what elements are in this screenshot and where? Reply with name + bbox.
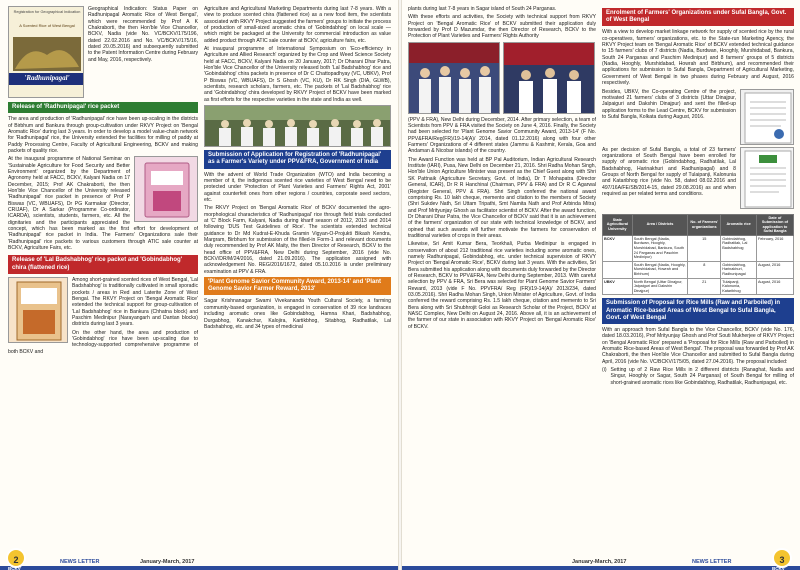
- page-number-badge: 2: [6, 548, 26, 568]
- letter-art: [741, 148, 794, 209]
- amit-kumar-bera-text: Likewise, Sri Amit Kumar Bera, Teorkhali, Purba Medinipur is engaged in conservation of about 212 traditional rice varieties including some aromatic ones, namely Radhunipagal, Gobindabhog, etc. under technical supervision of RKVY Project on 'Bengal Aromatic Rice', BCKV during last 3 years. With the activities, Sri Bera submitted his application along with documents duly forwarded by the Director of Research, BCKV to PPV&FRA, New Delhi during September, 2013. With careful selection by PPV & FRA, Sri Bera was selected for Plant Genome Savior Farmers' Reward, 2013 (vide F No. PPVFRA/ Reg (FR)/19-14(A)/ 2013/234, dated 03.05.2016). Shri Radha Mohan Singh, Union Minister of Agriculture, Govt. of India conferred the reward comprising Rs. 1.5 lakh cheque, citation and memento to Sri Bera along with Sri Shubhrojit Goloi as Research Scholar of the Project, BCKV at NASC Complex, New Delhi on August 24, 2016. Above all, it is an achievement of the farmer of our state in association with RKVY Project on 'Bengal Aromatic Rice' of BCKV.: [408, 241, 596, 330]
- ppvfra-application-banner: Submission of Application for Registration of 'Radhunipagal' as a Farmer's Variety under PPV&FRA, Government of India: [204, 150, 391, 168]
- left-footer: [0, 548, 398, 570]
- th-area: Area / Districts: [632, 214, 688, 235]
- radhunipagal-packet-image: [134, 156, 198, 222]
- cell-area: South Bengal (Nadia, Hooghly, Murshidabad, Howrah and Birbhum): [632, 261, 688, 278]
- cell-rice: Tulaipanji, Kalonunia, Kataribhog: [721, 278, 757, 295]
- page-2: [0, 0, 398, 570]
- cell-date: February, 2016: [756, 235, 793, 261]
- table-row: [603, 278, 794, 295]
- market-linkage-text: With a view to develop market linkage network for supply of scented rice by the rural co-operatives, farmers' organizations, etc. to the State-run Marketing Agency, the RKVY Project team on 'Bengal Aromatic Rice' of BCKV extended technical guidance to 15 farmers' clubs of 7 districts (Nadia, Burdwan, Hooghly, Murshidabad, Bankura, South 24 Parganas and Paschim Medinipur) and 8 farmers' groups of 5 districts (Nadia, Hooghly, Murshidabad, Howrah and Birbhum), and recommended their applications for submission to Sufal Bangla, Department of Agricultural Marketing, Government of West Bengal in two phases during February and August, 2016 respectively.: [602, 29, 794, 87]
- chira-production-text: Agriculture and Agricultural Marketing Departments during last 7-8 years. With a view to produce scented chira (flattened rice) as a new food item, the scientists associated with RKVY Project suggested the farmers' groups to initiate the process of production of small-sized aromatic chira of 'Gobindabhog' on local scale — which might be packaged at the University for commercial introduction as value added product through ATIC sale counter at BCKV, agriculture fairs, etc.: [204, 6, 391, 44]
- table-row: [603, 261, 794, 278]
- award-selection-text: (PPV & FRA), New Delhi during December, 2014. After primary selection, a team of Scientists from PPV & FRA visited the Society on June 4, 2016. Finally, the Society had been selected for 'Plant Genome Savior Community Award, 2013-14' (F No. PPV&FRA/Reg(FR)/19-14(A)/ 2014, dated 01.12.2016) along with four other Farmers' Organizations of 4 different states (Jammu & Kashmir, Kerala, Goa and Andaman & Nicobar islands) of the country.: [408, 116, 596, 155]
- ubkv-clubs-text: Besides, UBKV, the Co-operating Centre of the project, motivated 21 farmers' clubs of 3 districts (Uttar Dinajpur, Jalpaiguri and Dakshin Dinajpur) and sent the filled-up application forms to the Lead Centre, BCKV for submission to Sufal Bangla, Kolkata during August, 2016.: [602, 88, 736, 120]
- footer-newsletter-label: NEWS LETTER: [60, 559, 100, 565]
- page-number-badge: 3: [772, 548, 792, 568]
- cover-title: 'Radhunipagal': [24, 74, 70, 82]
- page-3: [402, 0, 800, 570]
- footer-bar: [0, 566, 398, 570]
- wto-protection-text: With the advent of World Trade Organization (WTO) and India becoming a member of it, the indigenous scented rice varieties of West Bengal need to be protected under 'Protection of Plant Varieties and Farmers' Rights Act, 2001' against counterfeit ones from other regions / countries, corporate seed sectors, etc.: [204, 171, 391, 203]
- award-photo-2-art: [504, 43, 595, 114]
- cell-university: BCKV: [603, 235, 633, 261]
- footer-org: BCKV: [772, 566, 785, 570]
- gi-status-paper-text: Geographical Indication: Status Paper on Radhunipagal Aromatic Rice of West Bengal', which were recommended by Prof A K Chakraborti, the then Hon'ble Vice Chancellor, BCKV, Nadia (vide No. VC/BCKV/175/196, dated 22.02.2016 and No. VC/BCKV/175/16, dated 20.05.2016) and subsequently submitted to the Patent Information Centre during February and May, 2016, respectively.: [88, 6, 198, 63]
- cell-university: [603, 261, 633, 278]
- gobindabhog-area-text: On the other hand, the area and production of 'Gobindabhog' rice have been up-scaling due to technology-supported comprehensive programme of both BCKV and: [8, 329, 198, 355]
- footer-newsletter-label: NEWS LETTER: [692, 559, 732, 565]
- plant-genome-award-banner: 'Plant Genome Savior Community Award, 2013-14' and 'Plant Genome Savior Farmer Reward, 2013': [204, 277, 391, 295]
- cell-count: 8: [688, 261, 721, 278]
- sufal-bangla-letter-image: [740, 147, 794, 209]
- th-count: No. of Farmers' organizations: [688, 214, 721, 235]
- radhunipagal-area-text: The area and production of 'Radhunipagal' rice have been up-scaling in the districts of Birbhum and Bankura through group-cultivation under RKVY Project on 'Bengal Aromatic Rice' during last 3 years. In order to develop a model value-chain network for 'Radhunipagal' rice, the University extended the facilities for milling of paddy at Paddy Processing Centre, Faculty of Agricultural Engineering, BCKV and making packets of quality rice.: [8, 116, 198, 154]
- release-lal-badshabhog-banner: Release of 'Lal Badshabhog' rice packet and 'Gobindabhog' chira (flattened rice): [8, 255, 198, 273]
- cell-area: South Bengal (Nadia, Burdwan, Hooghly, Murshidabad, Bankura, South 24 Parganas and Paschim Medinipur): [632, 235, 688, 261]
- list-item-number: (i): [602, 367, 607, 374]
- cell-rice: Gobindabhog, Radhatilak, Lal Badshabhog: [721, 235, 757, 261]
- footer-org: BCKV: [8, 566, 21, 570]
- seminar-release-text: At the inaugural programme of National Seminar on 'Sustainable Agriculture for Food Security and Better Environment' organized by the Department of Agronomy held at FACC, BCKV, Kalyani Nadia on 17 December, 2015; Prof AK Chakraborti, the then Hon'ble Vice Chancellor of the University released 'Radhunipagal' rice packet in presence of Prof P Biswas (VC, WBUAFS), Dr PG Karmakar (Director, CRIJAF), Dr A Sarkar (Programme Co-ordinator, ICARDA), scientists, students, farmers, etc. All the dignitaries and the participants appreciated the concept, which has been marked as the first effort for development of 'Radhunipagal' rice packet in India. The Farmers' Organizations sale their 'Radhunipagal' rice packets to various customers through ATIC sale counter at BCKV, Agriculture Fairs, etc.: [8, 156, 198, 252]
- cell-date: August, 2016: [756, 261, 793, 278]
- society-application-text: With these efforts and activities, the Society with technical support from RKVY Project on 'Bengal Aromatic Rice' of BCKV submitted their application duly forwarded by Prof D Mazumdar, the then Director of Research, BCKV to the Protection of Plant Varieties and Farmers' Rights Authority: [408, 14, 596, 40]
- th-rice: Aromatic rice: [721, 214, 757, 235]
- release-radhunipagal-banner: Release of 'Radhunipagal' rice packet: [8, 102, 198, 113]
- cell-rice: Gobindabhog, Harinakhuri, Radhunipagal: [721, 261, 757, 278]
- document-art: [741, 90, 794, 145]
- ubkv-document-image: [740, 89, 794, 145]
- rice-packet-art: [135, 157, 198, 222]
- right-col-1: [408, 6, 596, 536]
- lal-badshabhog-text: Among short-grained scented rices of West Bengal, 'Lal Badshabhog' is traditionally cultivated in small sporadic pockets / areas in Red and Laterite Zone of West Bengal. The RKVY Project on 'Bengal Aromatic Rice' extended the technical support for group-cultivation of 'Lal Badshabhog' rice in Bankura (Chhatna block) and Paschim Medinipur (Narayangarh and Dantan blocks) districts during last 3 years.: [72, 276, 198, 328]
- th-date: Date of Submission of application to Sufal Bangla: [756, 214, 793, 235]
- dus-test-text: The RKVY Project on 'Bengal Aromatic Rice' of BCKV documented the agro-morphological characteristics of 'Radhunipagal' rice through field trials conducted at 'C' Block Farm, Kalyani, Nadia during kharif season of 2012, 2013 and 2014 following 'DUS Test Guidelines of Rice'. The scientists extended technical guidance to Dr Md Kudrat-E-Khuda Gramin Vigyan-O-Projukti Bikash Kendra, Margram, Birbhum for submission of the filled-in Form-1 and relevant documents duly recommended by Prof AK Maity, the then Director of Research, BCKV to the head office of PPV&FRA, New Delhi during September, 2016 (vide No. BCKV/DR/M/24/2016, dated 21.09.2016). The application assigned with acknowledgement No. REG/2016/1672, dated 05.10.2016 is under preliminary examination at PPV & FRA.: [204, 205, 391, 275]
- lal-badshabhog-packet-art: [9, 278, 68, 343]
- proposal-list-item: [602, 367, 794, 388]
- th-university: State Agricultural University: [603, 214, 633, 235]
- cell-university: UBKV: [603, 278, 633, 295]
- event-photo-art: [205, 106, 391, 147]
- release-event-photo: [204, 105, 391, 147]
- award-ceremony-art: [409, 43, 500, 114]
- rice-mills-proposal-text: With an approach from Sufal Bangla to the Vice Chancellor, BCKV (vide No. 176, dated 18.03.2016), Prof Mrityunjay Ghosh and Prof Souti Mukherjee of RKVY Project on 'Bengal Aromatic Rice' prepared a 'Proposal for Rice Mills (Raw and Parboiled) in Aromatic Rice-based Areas of West Bengal'. The proposal was forwarded by Prof AK Chakraborti, the then Hon'ble Vice Chancellor and submitted to Sufal Bangla during April, 2016 (vide No. VC/BCKV/175/05, dated 27.04.2016). The proposal included:: [602, 327, 794, 365]
- cover-art: [9, 7, 84, 98]
- enrolled-orgs-text: As per decision of Sufal Bangla, a total of 23 farmers' organizations of South Bengal have been enrolled for supply of aromatic rice (Gobindabhog, Radhatilak, Lal Badshabhog, Harinakhuri and Radhunipagal) and 8 Groups of North Bengal for supply of Tulaipanji, Kalonunia and Kataribhog rice (vide No. 58, dated 08.02.2016 and 497/16A/FE/SB/2014-15, dated 29.08.2016) as and when required as per related terms and conditions.: [602, 146, 736, 197]
- right-footer: [402, 548, 800, 570]
- symposium-release-text: At inaugural programme of International Symposium on 'Eco-efficiency in Agriculture and Allied Research' organized by the Crop and Weed Science Society held at FACC, BCKV, Kalyani Nadia on 20 January, 2017; Dr Dharani Dhar Patra, Hon'ble Vice Chancellor of the University released both 'Lal Badshabhog' rice and 'Gobindabhog' chira packets in presence of Dr C Chattopadhyay (VC, UBKV), Prof P Biswas (VC, WBUAFS), Dr S Ghosh (VC, KU), Dr RK Singh (DIA, GLWB), scientists, research scholars, farmers, etc. The packets of 'Lal Badshabhog' rice and 'Gobindabhog' chira developed by RKVY Project of BCKV have been marked as first efforts for the respective varieties in the state and India as well.: [204, 46, 391, 103]
- footer-bar: [402, 566, 800, 570]
- rice-mills-proposal-banner: Submission of Proposal for Rice Mills (Raw and Parboiled) in Aromatic Rice-based Areas of West Bengal to Sufal Bangla, Govt. of West Bengal: [602, 298, 794, 324]
- list-item-text: Setting up of 2 Raw Rice Mills in 2 different districts (Ranaghat, Nadia and Singur, Hooghly or Sagar, South 24 Parganas) of South Bengal for milling of short-grained aromatic rices like Gobindabhog, Radhatilak, Radhunipagal, etc.: [610, 367, 794, 386]
- cover-header-text: Registration for Geographical Indication: [13, 10, 81, 14]
- cell-count: 15: [688, 235, 721, 261]
- cover-subtitle: A Scented Rice of West Bengal: [19, 23, 75, 28]
- award-ceremony-photo: [408, 42, 500, 114]
- sufal-bangla-enrolment-banner: Enrolment of Farmers' Organizations under Sufal Bangla, Govt. of West Bengal: [602, 8, 794, 26]
- sagar-society-text: Sagar Krishnanagar Swami Vivekananda Youth Cultural Society, a farming community-based organization, is engaged in conservation of 39 rice landraces including aromatic ones like Gobindabhog, Hamna Khari, Badshabhog, Durgabhog, Kanakchur, Kalojira, Kartikbhog, Sitabhog, Radhatilak, Lal Badshabhog, etc. and 34 types of medicinal: [204, 298, 391, 330]
- cell-area: North Bengal (Uttar Dinajpur, Jalpaiguri and Dakshin Dinajpur): [632, 278, 688, 295]
- cell-date: August, 2016: [756, 278, 793, 295]
- footer-date: January-March, 2017: [140, 559, 195, 565]
- left-col-1: [8, 6, 198, 536]
- table-header-row: [603, 214, 794, 235]
- footer-date: January-March, 2017: [572, 559, 627, 565]
- medicinal-plants-text: plants during last 7-8 years in Sagar island of South 24 Parganas.: [408, 6, 557, 12]
- left-col-2: [204, 6, 391, 536]
- lal-badshabhog-packet-image: [8, 277, 68, 343]
- award-photo-2: [503, 42, 595, 114]
- table-row: [603, 235, 794, 261]
- farmers-org-table: [602, 214, 794, 296]
- radhunipagal-cover-image: [8, 6, 84, 98]
- right-col-2: [602, 6, 794, 536]
- cell-count: 21: [688, 278, 721, 295]
- award-function-text: The Award Function was held at BP Pal Auditorium, Indian Agricultural Research Institute (IARI), Pusa, New Delhi on December 21, 2016. Shri Radha Mohan Singh, Hon'ble Union Agriculture Minister was present as the Chief Guest along with Shri SK Pattnaik (Agriculture Secretary, Govt. of India), Dr T Mohapatra (Director General, ICAR), Dr R R Hanchinal (Chairman, PPV & FRA) and Dr R C Agarwal (Register General, PPV & FRA). Shri Singh conferred the national award comprising Rs. 10 lakh cheque, memento and citation to the members of Society (Shri Sukdev Nath, Sri Uttam Tripathi, Smt Namita Nath and Prof Arbinda Mitra) and Prof Mrityunjay Ghosh as facilitator scientist of BCKV. After the award function, Dr Dharani Dhar Patra, the Vice Chancellor of BCKV said that it is an achievement of the farmers' organization of our state with technical knowledge of BCKV, and opined that such awards will further motivate the farmers for conservation of traditional varieties of crops in their areas.: [408, 156, 596, 239]
